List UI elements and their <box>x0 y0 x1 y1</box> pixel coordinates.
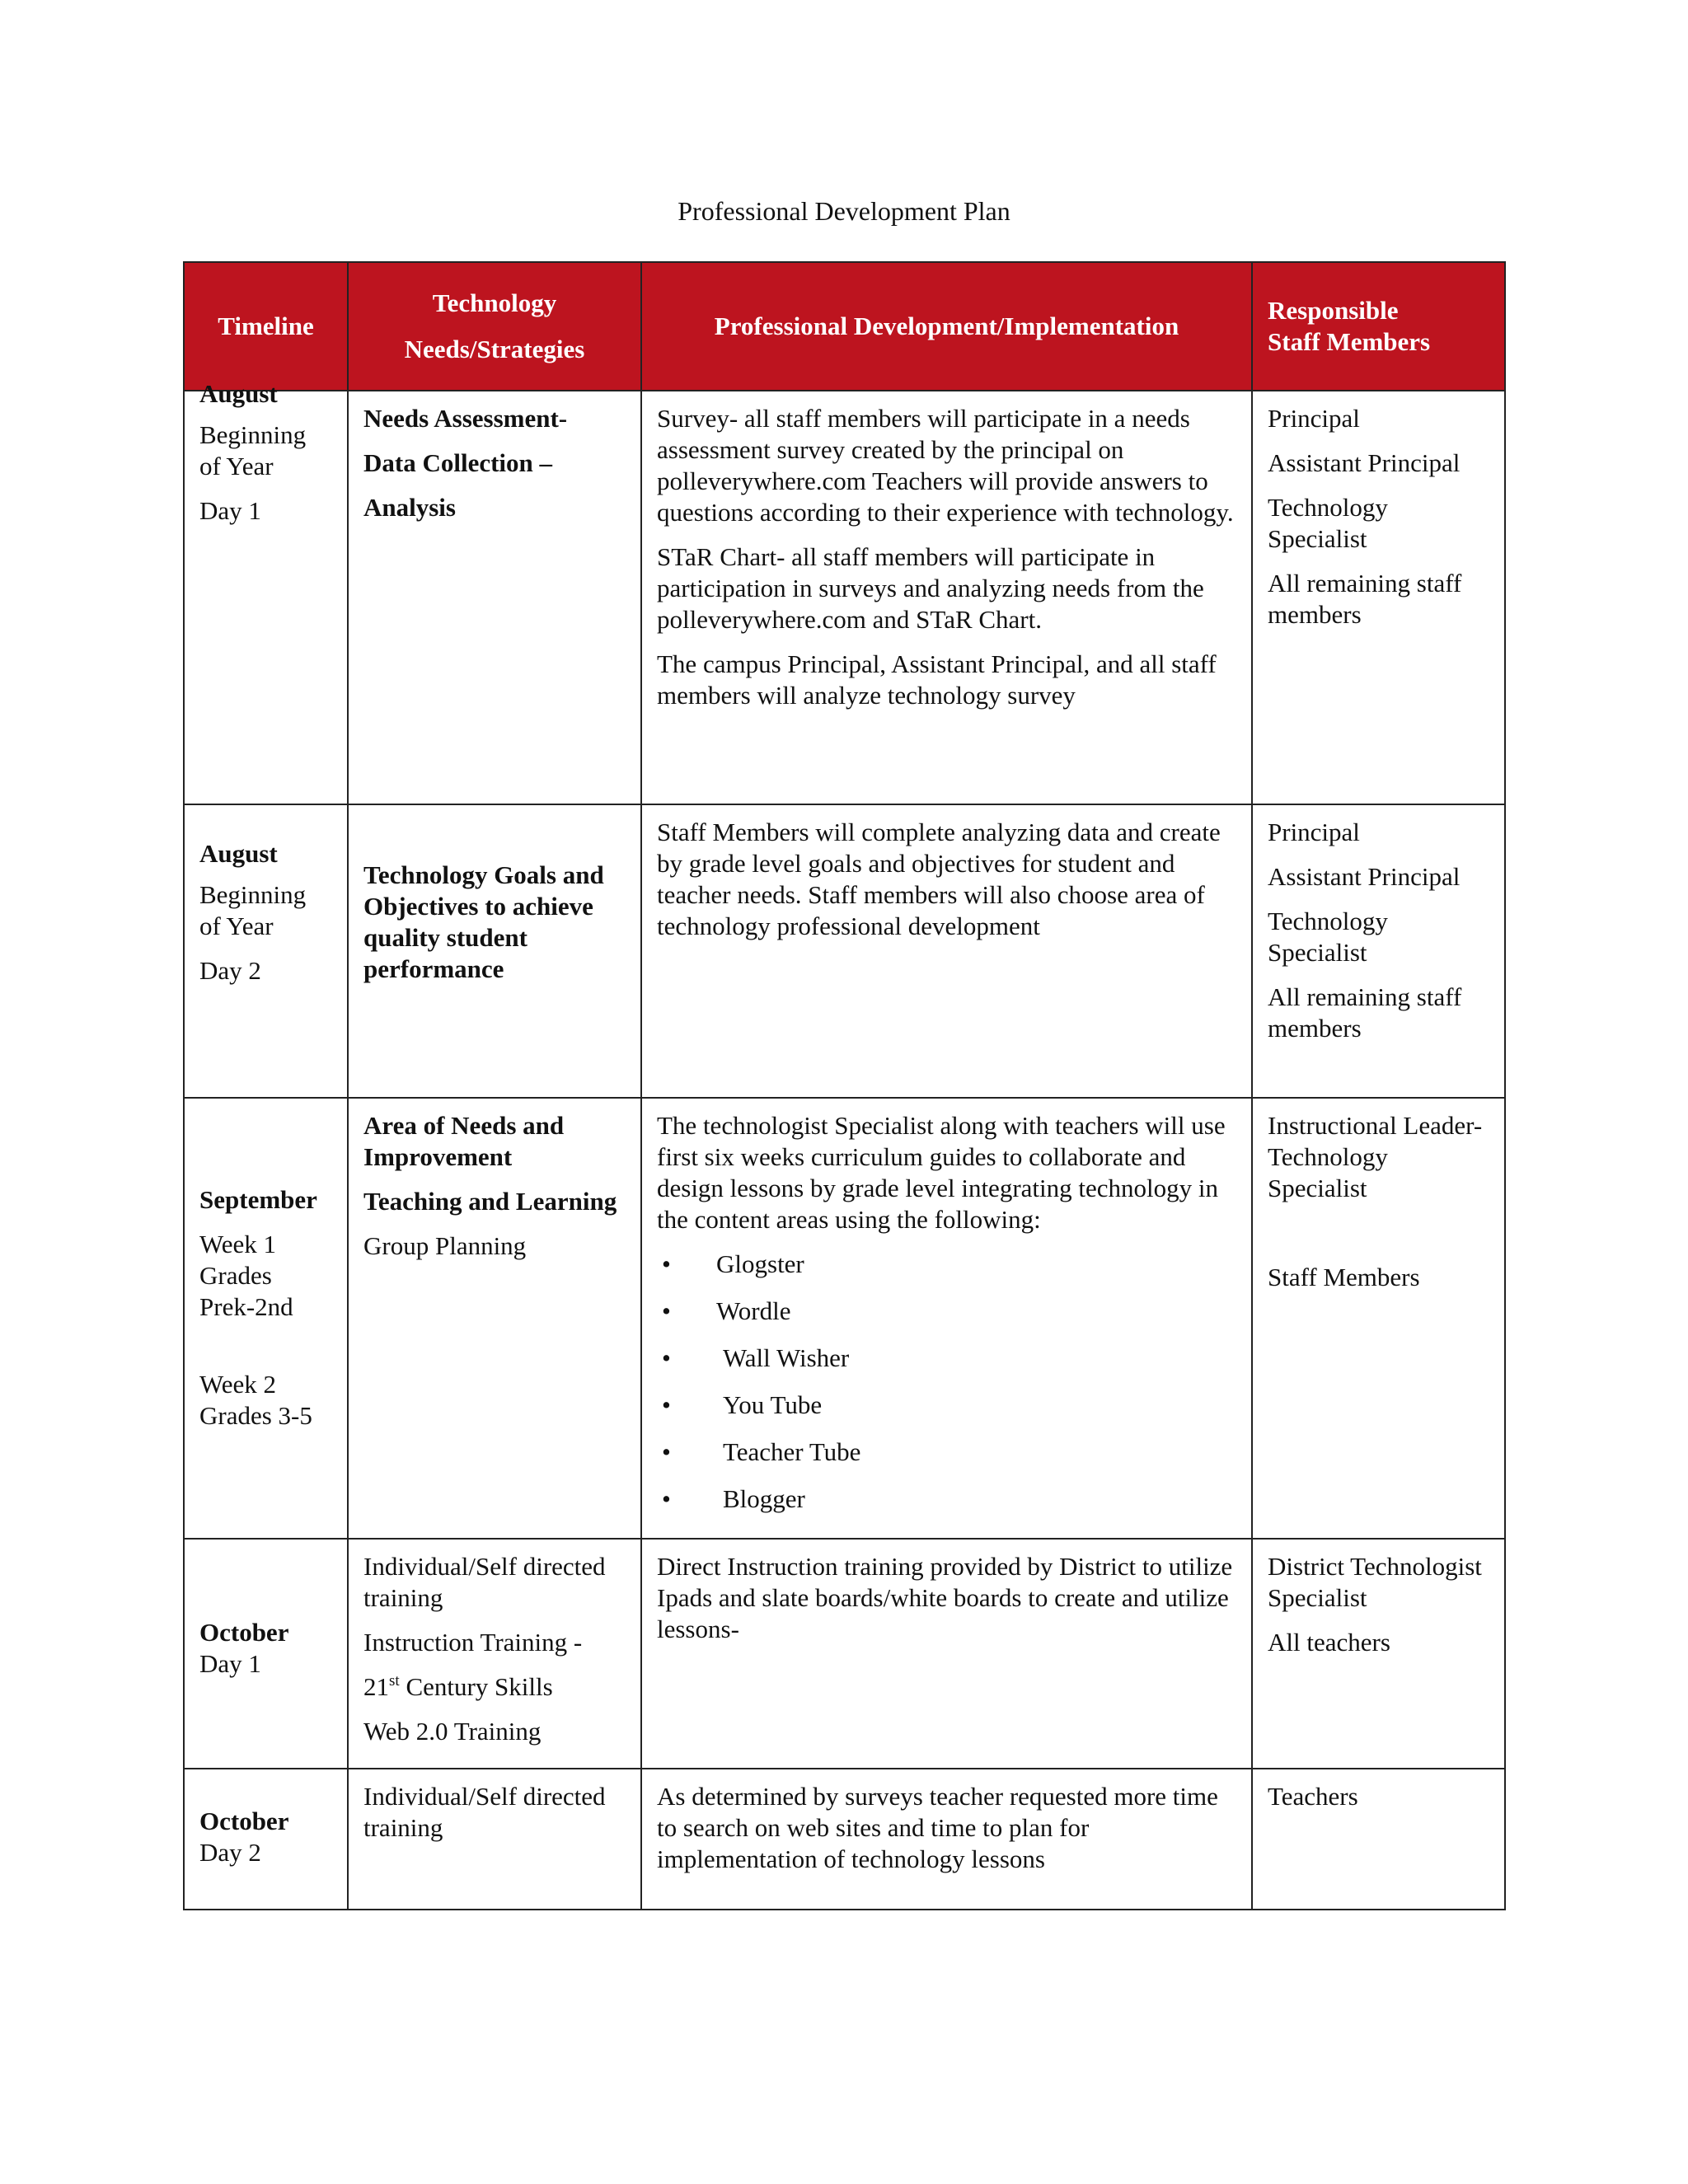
timeline-day: Day 2 <box>199 956 261 985</box>
needs-cell <box>348 804 641 1098</box>
header-needs-line1: Technology <box>432 288 557 317</box>
needs-text-superscript: st <box>389 1672 400 1690</box>
needs-line: Data Collection – <box>363 448 553 477</box>
timeline-cell <box>184 379 348 804</box>
implementation-paragraph: As determined by surveys teacher requested more time to search on web sites and time to plan for implementation of technology lessons <box>657 1782 1218 1873</box>
responsible-item: Technology Specialist <box>1268 907 1388 967</box>
timeline-line: Beginning <box>199 880 307 909</box>
header-responsible <box>1252 262 1505 391</box>
list-item <box>705 1436 1236 1468</box>
timeline-month: October <box>199 1618 289 1647</box>
needs-cell <box>348 1769 641 1910</box>
list-item <box>705 1483 1236 1515</box>
timeline-line: Grades 3-5 <box>199 1401 312 1430</box>
responsible-item: Instructional Leader- Technology Specialist <box>1268 1111 1483 1202</box>
header-needs <box>348 262 641 391</box>
responsible-item: District Technologist Specialist <box>1268 1552 1482 1612</box>
needs-text: Instruction Training - <box>363 1628 583 1657</box>
implementation-cell <box>641 804 1252 1098</box>
needs-text: Group Planning <box>363 1231 527 1260</box>
table-row <box>184 1769 1505 1910</box>
needs-text-number: 21 <box>363 1672 389 1701</box>
tools-list <box>657 1249 1236 1515</box>
implementation-cell <box>641 1098 1252 1539</box>
timeline-line: Prek-2nd <box>199 1292 293 1321</box>
list-item <box>705 1343 1236 1374</box>
development-plan-table <box>183 261 1506 1910</box>
timeline-line: of Year <box>199 912 274 940</box>
table-row <box>184 804 1505 1098</box>
needs-cell <box>348 391 641 804</box>
implementation-paragraph: Survey- all staff members will participate in a needs assessment survey created by the principal on polleverywhere.com Teachers will provide answers to questions according to their experience with technology. <box>657 404 1234 527</box>
responsible-item: All remaining staff members <box>1268 569 1462 629</box>
timeline-week: Week 2 <box>199 1370 277 1399</box>
page-title: Professional Development Plan <box>678 196 1010 226</box>
responsible-item: Principal <box>1268 818 1360 846</box>
needs-heading: Teaching and Learning <box>363 1187 617 1216</box>
table-row <box>184 1098 1505 1539</box>
table-row <box>184 1539 1505 1769</box>
needs-line: Analysis <box>363 493 456 522</box>
list-item <box>705 1296 1236 1327</box>
responsible-item: Teachers <box>1268 1782 1358 1811</box>
timeline-month: October <box>199 1807 289 1835</box>
responsible-cell <box>1252 1539 1505 1769</box>
tool-label: Blogger <box>723 1484 805 1513</box>
responsible-item: Technology Specialist <box>1268 493 1388 553</box>
tool-label: Wall Wisher <box>723 1343 850 1372</box>
tool-label: You Tube <box>723 1390 823 1419</box>
needs-text: Web 2.0 Training <box>363 1717 542 1746</box>
needs-text-rest: Century Skills <box>399 1672 553 1701</box>
needs-heading: Area of Needs and Improvement <box>363 1111 565 1171</box>
needs-line: Needs Assessment- <box>363 404 568 433</box>
responsible-cell <box>1252 391 1505 804</box>
timeline-month: September <box>199 1185 317 1214</box>
needs-cell <box>348 1539 641 1769</box>
timeline-week: Week 1 <box>199 1230 277 1258</box>
responsible-item: Assistant Principal <box>1268 448 1461 477</box>
implementation-cell <box>641 391 1252 804</box>
responsible-item: Staff Members <box>1268 1263 1420 1291</box>
responsible-item: Assistant Principal <box>1268 862 1461 891</box>
header-responsible-line1: Responsible <box>1268 296 1399 325</box>
timeline-cell <box>184 1769 348 1910</box>
implementation-paragraph: Staff Members will complete analyzing data and create by grade level goals and objectives for student and teacher needs. Staff members will also choose area of technology professional development <box>657 818 1221 940</box>
tool-label: Wordle <box>716 1296 791 1325</box>
responsible-cell <box>1252 1769 1505 1910</box>
needs-text <box>363 1671 626 1703</box>
timeline-cell <box>184 804 348 1098</box>
timeline-line: Beginning <box>199 420 307 449</box>
list-item <box>705 1249 1236 1280</box>
timeline-month: August <box>199 839 278 868</box>
implementation-cell <box>641 1539 1252 1769</box>
responsible-item: Principal <box>1268 404 1360 433</box>
implementation-paragraph: Direct Instruction training provided by District to utilize Ipads and slate boards/white boards to create and utilize lessons- <box>657 1552 1233 1643</box>
responsible-cell <box>1252 1098 1505 1539</box>
timeline-day: Day 1 <box>199 496 261 525</box>
timeline-cell <box>184 1539 348 1769</box>
implementation-paragraph: The campus Principal, Assistant Principal, and all staff members will analyze technology survey <box>657 649 1217 710</box>
implementation-cell <box>641 1769 1252 1910</box>
tool-label: Glogster <box>716 1249 804 1278</box>
header-timeline <box>184 262 348 391</box>
timeline-line: of Year <box>199 452 274 480</box>
tool-label: Teacher Tube <box>723 1437 861 1466</box>
responsible-cell <box>1252 804 1505 1098</box>
list-item <box>705 1390 1236 1421</box>
timeline-month: August <box>199 379 278 408</box>
needs-heading: Technology Goals and Objectives to achieve quality student performance <box>363 860 604 983</box>
needs-text: Individual/Self directed training <box>363 1782 606 1842</box>
needs-text: Individual/Self directed training <box>363 1552 606 1612</box>
responsible-item: All teachers <box>1268 1628 1390 1657</box>
timeline-cell <box>184 1098 348 1539</box>
timeline-day: Day 1 <box>199 1649 261 1678</box>
timeline-line: Grades <box>199 1261 272 1290</box>
timeline-day: Day 2 <box>199 1838 261 1867</box>
header-needs-line2: Needs/Strategies <box>404 335 585 363</box>
table-header-row <box>184 262 1505 391</box>
header-responsible-line2: Staff Members <box>1268 327 1431 356</box>
header-implementation <box>641 262 1252 391</box>
needs-cell <box>348 1098 641 1539</box>
implementation-paragraph: STaR Chart- all staff members will participate in participation in surveys and analyzing needs from the polleverywhere.com and STaR Chart. <box>657 542 1204 634</box>
implementation-paragraph: The technologist Specialist along with teachers will use first six weeks curriculum guides to collaborate and design lessons by grade level integrating technology in the content areas using the following: <box>657 1111 1226 1234</box>
responsible-item: All remaining staff members <box>1268 982 1462 1043</box>
header-implementation-label: Professional Development/Implementation <box>714 312 1179 340</box>
header-timeline-label: Timeline <box>218 312 314 340</box>
table-row <box>184 391 1505 804</box>
